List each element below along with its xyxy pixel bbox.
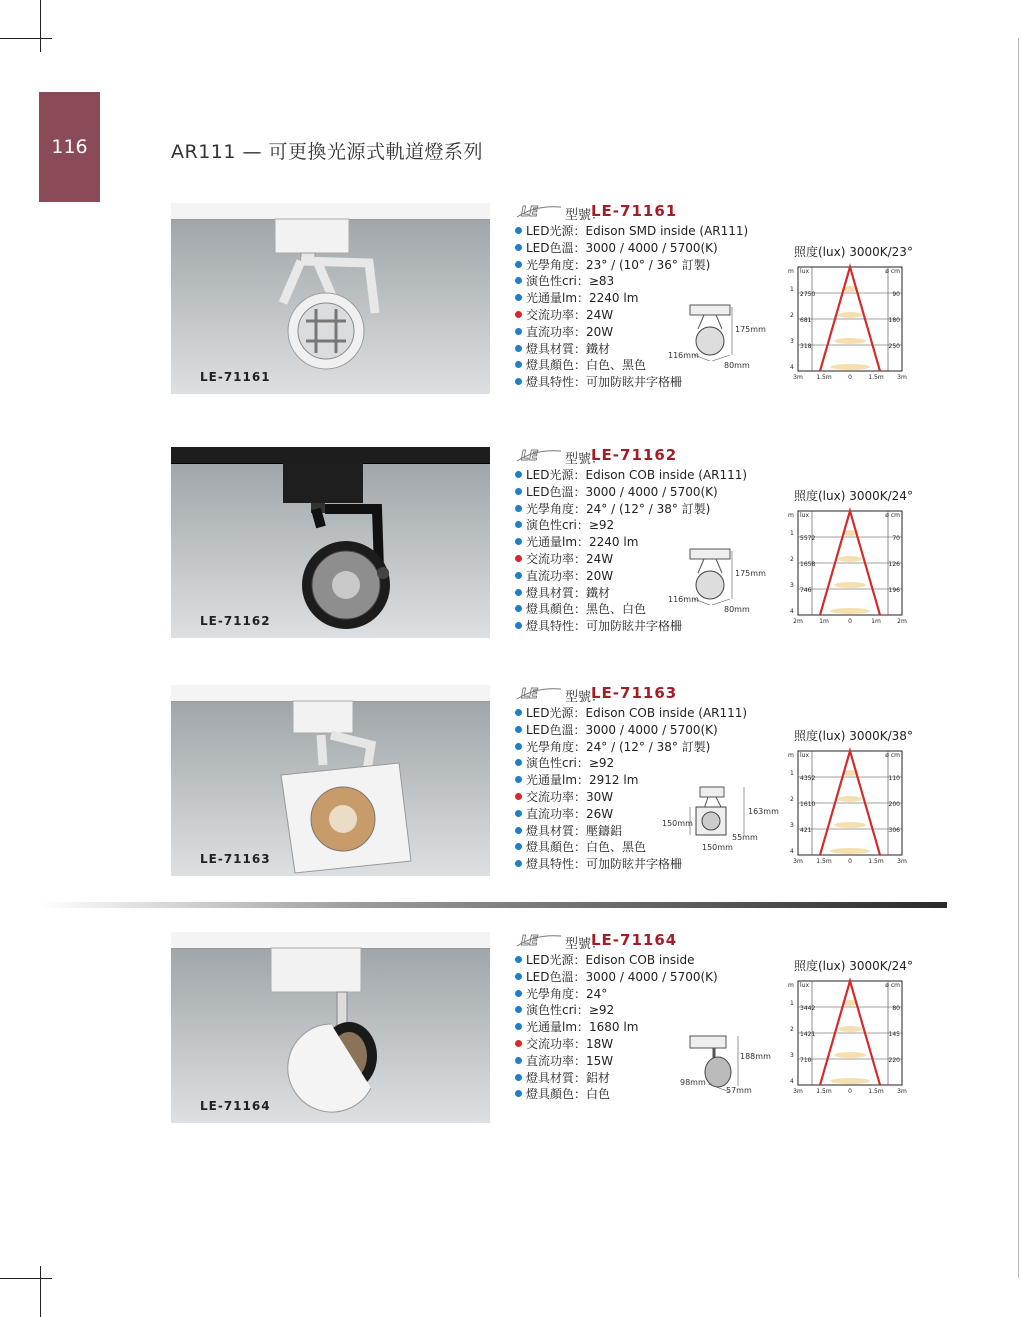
product-photo [171, 203, 490, 394]
x-tick: 3m [897, 374, 907, 381]
diameter-header: ø cm [885, 752, 900, 759]
illuminance-chart [784, 487, 914, 637]
crop-mark-bl-h [0, 1278, 52, 1279]
spec-text: 光學角度：24° / (12° / 38° 訂製) [526, 739, 711, 754]
bullet-dot-icon [515, 261, 522, 268]
x-tick: 0 [848, 618, 852, 625]
bullet-dot-icon [515, 378, 522, 385]
lux-header: lux [800, 752, 810, 759]
bullet-dot-icon [515, 709, 522, 716]
page-number: 116 [51, 136, 88, 158]
svg-text:LE: LE [521, 205, 539, 219]
lux-header: lux [800, 512, 810, 519]
track-light-71164-drawing [171, 932, 490, 1123]
track-light-71161-drawing [171, 203, 490, 394]
x-tick: 0 [848, 1088, 852, 1095]
spec-item [515, 257, 775, 274]
dimension-label: 175mm [735, 569, 766, 578]
page-title: AR111 — 可更換光源式軌道燈系列 [171, 141, 484, 163]
x-tick: 3m [793, 374, 803, 381]
product-photo [171, 447, 490, 638]
bullet-dot-icon [515, 328, 522, 335]
le-logo-icon [515, 447, 563, 463]
light-pool [834, 822, 866, 828]
spec-text: 演色性cri：≥92 [526, 518, 615, 533]
x-tick: 2m [897, 618, 907, 625]
model-number: LE-71161 [591, 202, 678, 220]
bullet-dot-icon [515, 1023, 522, 1030]
spec-text: 燈具特性：可加防眩井字格柵 [526, 375, 683, 390]
svg-text:LE: LE [521, 934, 539, 948]
lux-value: 746 [800, 587, 812, 594]
distance-tick: 4 [790, 1078, 794, 1085]
spec-text: 直流功率：20W [526, 568, 614, 583]
spec-item [515, 722, 775, 739]
spec-text: 光學角度：24° [526, 986, 608, 1001]
model-row [515, 685, 775, 705]
spec-text: 燈具材質：鐵材 [526, 585, 611, 600]
bullet-dot-icon [515, 759, 522, 766]
product-photo [171, 932, 490, 1123]
spec-text: 直流功率：15W [526, 1053, 614, 1068]
diameter-value: 180 [888, 317, 900, 324]
spec-item [515, 969, 775, 986]
x-tick: 0 [848, 374, 852, 381]
spec-text: LED光源：Edison COB inside [526, 953, 695, 967]
distance-tick: 3 [790, 1052, 794, 1059]
chart-title: 照度(lux) 3000K/24° [794, 489, 913, 503]
bullet-dot-icon [515, 277, 522, 284]
model-row [515, 203, 775, 223]
illuminance-chart [784, 957, 914, 1107]
dimension-label: 175mm [735, 325, 766, 334]
bullet-dot-icon [515, 294, 522, 301]
x-tick: 1.5m [868, 858, 884, 865]
dimension-drawing [668, 303, 768, 373]
crop-mark-tl-h [0, 38, 52, 39]
spec-text: 燈具材質：鋁材 [526, 1070, 611, 1085]
x-tick: 3m [897, 858, 907, 865]
distance-tick: 1 [790, 530, 794, 537]
light-pool [838, 796, 862, 802]
light-pool [838, 312, 862, 318]
model-number: LE-71164 [591, 931, 678, 949]
bullet-dot-icon [515, 555, 522, 562]
lux-header: lux [800, 268, 810, 275]
distance-tick: 2 [790, 1026, 794, 1033]
crop-mark-bl-v [40, 1266, 41, 1317]
lux-value: 3442 [800, 1005, 816, 1012]
beam-chart-svg [784, 977, 910, 1103]
axis-unit-label: m [788, 512, 794, 519]
distance-tick: 3 [790, 338, 794, 345]
bullet-dot-icon [515, 488, 522, 495]
spec-text: 交流功率：24W [526, 551, 614, 566]
dimension-label: 116mm [668, 351, 699, 360]
spec-text: 交流功率：24W [526, 307, 614, 322]
diameter-value: 196 [888, 587, 900, 594]
bullet-dot-icon [515, 743, 522, 750]
spec-item [515, 856, 775, 873]
spec-item [515, 484, 775, 501]
spec-text: 光通量lm：2912 lm [526, 773, 639, 788]
diameter-value: 306 [888, 827, 900, 834]
spec-text: 交流功率：30W [526, 789, 614, 804]
spec-text: 演色性cri：≥92 [526, 1003, 615, 1018]
spec-text: LED色溫：3000 / 4000 / 5700(K) [526, 969, 718, 984]
model-label: 型號： [565, 937, 605, 952]
spec-text: 燈具顏色：黑色、白色 [526, 602, 647, 617]
spec-text: 燈具特性：可加防眩井字格柵 [526, 857, 683, 872]
light-pool [834, 338, 866, 344]
spec-item [515, 517, 775, 534]
spec-item [515, 1002, 775, 1019]
lux-value: 4352 [800, 775, 816, 782]
bullet-dot-icon [515, 1090, 522, 1097]
axis-unit-label: m [788, 268, 794, 275]
light-pool [834, 582, 866, 588]
spec-text: LED色溫：3000 / 4000 / 5700(K) [526, 240, 718, 255]
distance-tick: 2 [790, 556, 794, 563]
distance-tick: 1 [790, 770, 794, 777]
bullet-dot-icon [515, 860, 522, 867]
diameter-value: 220 [888, 1057, 900, 1064]
light-pool [830, 608, 870, 614]
photo-caption: LE-71161 [200, 370, 271, 384]
model-label: 型號： [565, 208, 605, 223]
photo-caption: LE-71163 [200, 852, 271, 866]
dimension-label: 55mm [732, 833, 758, 842]
bullet-dot-icon [515, 1006, 522, 1013]
bullet-dot-icon [515, 505, 522, 512]
bullet-dot-icon [515, 589, 522, 596]
dimension-label: 80mm [724, 361, 750, 370]
spec-item [515, 618, 775, 635]
spec-text: 光學角度：24° / (12° / 38° 訂製) [526, 501, 711, 516]
lux-header: lux [800, 982, 810, 989]
product-section [0, 932, 1022, 1132]
x-tick: 1.5m [816, 858, 832, 865]
distance-tick: 1 [790, 286, 794, 293]
bullet-dot-icon [515, 244, 522, 251]
light-pool [830, 364, 870, 370]
spec-text: 燈具材質：鐵材 [526, 341, 611, 356]
spec-text: 燈具顏色：白色、黑色 [526, 840, 647, 855]
spec-item [515, 952, 775, 969]
distance-tick: 3 [790, 582, 794, 589]
bullet-dot-icon [515, 605, 522, 612]
dimension-label: 80mm [724, 605, 750, 614]
light-pool [830, 1078, 870, 1084]
spec-item [515, 501, 775, 518]
spec-item [515, 240, 775, 257]
diameter-value: 145 [888, 1031, 900, 1038]
bullet-dot-icon [515, 311, 522, 318]
model-label: 型號： [565, 690, 605, 705]
diameter-value: 80 [892, 1005, 900, 1012]
product-section [0, 447, 1022, 647]
illuminance-chart [784, 727, 914, 877]
lux-value: 1610 [800, 801, 816, 808]
dimension-label: 57mm [726, 1086, 752, 1095]
spec-text: LED光源：Edison COB inside (AR111) [526, 468, 748, 482]
product-section [0, 685, 1022, 885]
bullet-dot-icon [515, 776, 522, 783]
x-tick: 1.5m [868, 374, 884, 381]
bullet-dot-icon [515, 622, 522, 629]
x-tick: 2m [793, 618, 803, 625]
distance-tick: 4 [790, 364, 794, 371]
beam-chart-svg [784, 507, 910, 633]
dimension-label: 98mm [680, 1078, 706, 1087]
spec-text: 光通量lm：1680 lm [526, 1020, 639, 1035]
spec-text: 燈具顏色：白色 [526, 1087, 611, 1102]
spec-text: LED光源：Edison SMD inside (AR111) [526, 224, 749, 238]
light-pool [838, 556, 862, 562]
lux-value: 2750 [800, 291, 816, 298]
model-row [515, 932, 775, 952]
svg-text:LE: LE [521, 687, 539, 701]
x-tick: 1m [819, 618, 829, 625]
dimension-drawing [662, 785, 777, 855]
bullet-dot-icon [515, 227, 522, 234]
x-tick: 1.5m [816, 1088, 832, 1095]
bullet-dot-icon [515, 956, 522, 963]
lux-value: 1658 [800, 561, 816, 568]
spec-text: 光學角度：23° / (10° / 36° 訂製) [526, 257, 711, 272]
dimension-drawing [668, 547, 768, 617]
photo-caption: LE-71164 [200, 1099, 271, 1113]
bullet-dot-icon [515, 345, 522, 352]
le-logo-icon [515, 685, 563, 701]
bullet-dot-icon [515, 726, 522, 733]
lux-value: 421 [800, 827, 812, 834]
axis-unit-label: m [788, 982, 794, 989]
spec-text: 交流功率：18W [526, 1036, 614, 1051]
photo-caption: LE-71162 [200, 614, 271, 628]
product-section [0, 203, 1022, 403]
spec-item [515, 705, 775, 722]
distance-tick: 2 [790, 796, 794, 803]
light-pool [838, 1026, 862, 1032]
spec-text: 演色性cri：≥92 [526, 756, 615, 771]
spec-text: 燈具顏色：白色、黑色 [526, 358, 647, 373]
lux-value: 1421 [800, 1031, 816, 1038]
model-label: 型號： [565, 452, 605, 467]
spec-item [515, 755, 775, 772]
track-light-71163-drawing [171, 685, 490, 876]
svg-text:LE: LE [521, 449, 539, 463]
spec-item [515, 467, 775, 484]
lux-value: 318 [800, 343, 812, 350]
x-tick: 0 [848, 858, 852, 865]
le-logo-icon [515, 932, 563, 948]
dimension-label: 188mm [740, 1052, 771, 1061]
x-tick: 1m [871, 618, 881, 625]
diameter-header: ø cm [885, 268, 900, 275]
bullet-dot-icon [515, 793, 522, 800]
spec-text: 光通量lm：2240 lm [526, 291, 639, 306]
fixture-outline-icon [668, 303, 768, 373]
spec-item [515, 986, 775, 1003]
distance-tick: 4 [790, 848, 794, 855]
spec-item [515, 223, 775, 240]
axis-unit-label: m [788, 752, 794, 759]
track-light-71162-drawing [171, 447, 490, 638]
dimension-label: 150mm [702, 843, 733, 852]
dimension-label: 163mm [748, 807, 779, 816]
spec-text: LED光源：Edison COB inside (AR111) [526, 706, 748, 720]
chart-title: 照度(lux) 3000K/24° [794, 959, 913, 973]
product-photo [171, 685, 490, 876]
x-tick: 3m [793, 858, 803, 865]
bullet-dot-icon [515, 990, 522, 997]
diameter-value: 250 [888, 343, 900, 350]
diameter-value: 110 [888, 775, 900, 782]
bullet-dot-icon [515, 521, 522, 528]
spec-text: 演色性cri：≥83 [526, 274, 615, 289]
diameter-header: ø cm [885, 982, 900, 989]
diameter-value: 200 [888, 801, 900, 808]
section-divider [40, 902, 947, 908]
bullet-dot-icon [515, 1040, 522, 1047]
spec-item [515, 273, 775, 290]
page-tab [39, 92, 100, 202]
lux-value: 681 [800, 317, 812, 324]
le-logo-icon [515, 203, 563, 219]
distance-tick: 1 [790, 1000, 794, 1007]
bullet-dot-icon [515, 471, 522, 478]
crop-mark-tl-v [40, 0, 41, 52]
spec-text: 直流功率：20W [526, 324, 614, 339]
diameter-value: 90 [892, 291, 900, 298]
model-number: LE-71163 [591, 684, 678, 702]
light-pool [830, 848, 870, 854]
diameter-value: 70 [892, 535, 900, 542]
spec-text: 燈具特性：可加防眩井字格柵 [526, 619, 683, 634]
x-tick: 3m [897, 1088, 907, 1095]
x-tick: 1.5m [816, 374, 832, 381]
lux-value: 710 [800, 1057, 812, 1064]
x-tick: 3m [793, 1088, 803, 1095]
chart-title: 照度(lux) 3000K/38° [794, 729, 913, 743]
beam-chart-svg [784, 263, 910, 389]
bullet-dot-icon [515, 827, 522, 834]
model-number: LE-71162 [591, 446, 678, 464]
bullet-dot-icon [515, 361, 522, 368]
dimension-label: 150mm [662, 819, 693, 828]
fixture-outline-icon [668, 547, 768, 617]
diameter-header: ø cm [885, 512, 900, 519]
spec-text: LED色溫：3000 / 4000 / 5700(K) [526, 484, 718, 499]
beam-chart-svg [784, 747, 910, 873]
bullet-dot-icon [515, 538, 522, 545]
bullet-dot-icon [515, 973, 522, 980]
spec-text: LED色溫：3000 / 4000 / 5700(K) [526, 722, 718, 737]
bullet-dot-icon [515, 1074, 522, 1081]
dimension-drawing [680, 1032, 780, 1102]
distance-tick: 2 [790, 312, 794, 319]
model-row [515, 447, 775, 467]
light-pool [834, 1052, 866, 1058]
dimension-label: 116mm [668, 595, 699, 604]
chart-title: 照度(lux) 3000K/23° [794, 245, 913, 259]
distance-tick: 4 [790, 608, 794, 615]
spec-item [515, 739, 775, 756]
bullet-dot-icon [515, 572, 522, 579]
distance-tick: 3 [790, 822, 794, 829]
lux-value: 5572 [800, 535, 816, 542]
spec-text: 燈具材質：壓鑄鋁 [526, 823, 623, 838]
spec-text: 直流功率：26W [526, 806, 614, 821]
spec-text: 光通量lm：2240 lm [526, 535, 639, 550]
bullet-dot-icon [515, 1057, 522, 1064]
spec-item [515, 374, 775, 391]
bullet-dot-icon [515, 843, 522, 850]
diameter-value: 126 [888, 561, 900, 568]
x-tick: 1.5m [868, 1088, 884, 1095]
illuminance-chart [784, 243, 914, 393]
bullet-dot-icon [515, 810, 522, 817]
